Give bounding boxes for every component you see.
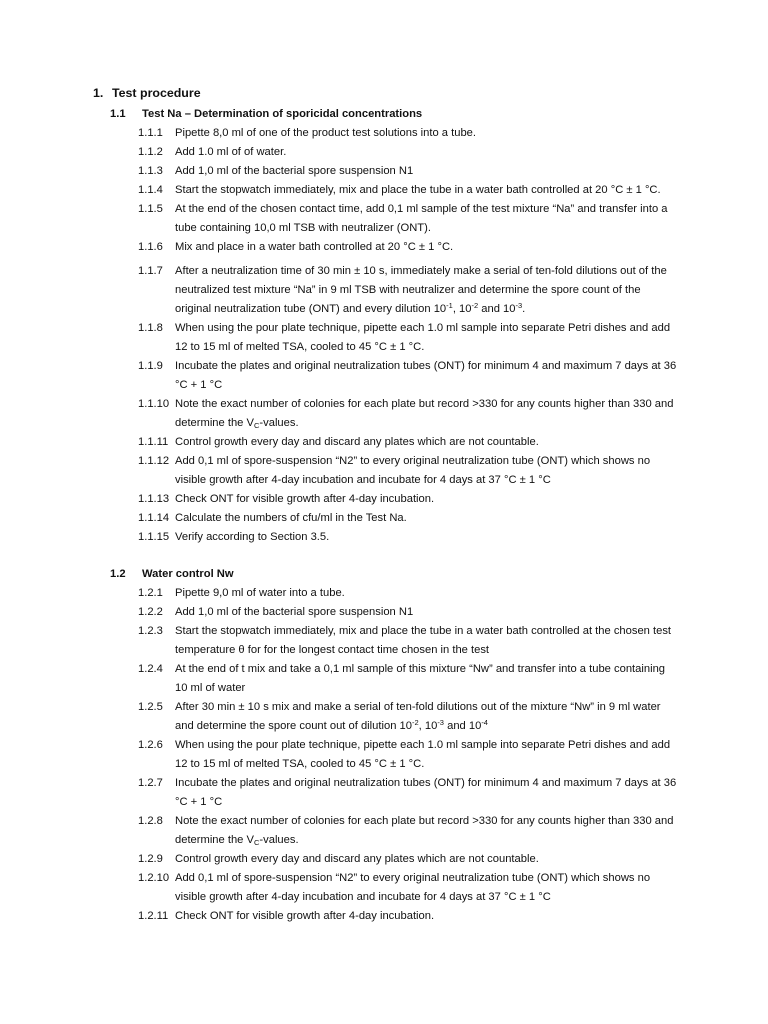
list-item	[138, 698, 678, 736]
step-number: 1.2.2	[138, 606, 163, 618]
section-number: 1.	[93, 86, 104, 100]
list-item	[138, 774, 678, 812]
step-number: 1.1.3	[138, 165, 163, 177]
subsection-title: Water control Nw	[142, 568, 234, 580]
step-number: 1.2.5	[138, 701, 163, 713]
step-text: At the end of t mix and take a 0,1 ml sample of this mixture “Nw” and transfer into a tube containing 10 ml of water	[175, 663, 666, 694]
procedure-list-1-1	[138, 124, 678, 547]
list-item	[138, 528, 678, 547]
list-item	[138, 319, 678, 357]
step-text: When using the pour plate technique, pipette each 1.0 ml sample into separate Petri dishes and add 12 to 15 ml of melted TSA, cooled to 45 °C ± 1 °C.	[175, 739, 671, 770]
section-heading	[93, 84, 201, 103]
list-item	[138, 143, 678, 162]
list-item	[138, 181, 678, 200]
list-item	[138, 603, 678, 622]
list-item	[138, 907, 678, 926]
step-text: Start the stopwatch immediately, mix and place the tube in a water bath controlled at the chosen test temperature θ for for the longest contact time chosen in the test	[175, 625, 672, 656]
list-item	[138, 357, 678, 395]
subsection-heading-1-1	[110, 105, 422, 124]
list-item	[138, 509, 678, 528]
step-number: 1.1.8	[138, 322, 163, 334]
list-item	[138, 452, 678, 490]
step-number: 1.1.2	[138, 146, 163, 158]
subsection-heading-1-2	[110, 565, 234, 584]
procedure-list-1-2	[138, 584, 678, 926]
step-number: 1.1.12	[138, 455, 170, 467]
step-text: Add 1,0 ml of the bacterial spore suspension N1	[175, 606, 414, 618]
step-number: 1.2.6	[138, 739, 163, 751]
subsection-number: 1.2	[110, 568, 126, 580]
step-number: 1.1.10	[138, 398, 170, 410]
step-number: 1.1.11	[138, 436, 169, 448]
list-item	[138, 736, 678, 774]
step-text: Incubate the plates and original neutralization tubes (ONT) for minimum 4 and maximum 7 days at 36 °C + 1 °C	[175, 777, 677, 808]
list-item	[138, 622, 678, 660]
list-item	[138, 200, 678, 238]
step-number: 1.1.7	[138, 265, 163, 277]
step-text: Add 1.0 ml of of water.	[175, 146, 287, 158]
section-title: Test procedure	[112, 86, 201, 100]
step-number: 1.1.4	[138, 184, 163, 196]
step-text: Add 1,0 ml of the bacterial spore suspension N1	[175, 165, 414, 177]
step-number: 1.1.5	[138, 203, 163, 215]
step-text: Control growth every day and discard any plates which are not countable.	[175, 436, 539, 448]
step-text: Note the exact number of colonies for each plate but record >330 for any counts higher than 330 and determine the $V_C$-values.	[175, 398, 674, 430]
step-text: Verify according to Section 3.5.	[175, 531, 330, 543]
list-item	[138, 124, 678, 143]
subsection-title: Test Na – Determination of sporicidal concentrations	[142, 108, 423, 120]
step-number: 1.1.9	[138, 360, 163, 372]
list-item	[138, 162, 678, 181]
step-text: Mix and place in a water bath controlled at 20 °C ± 1 °C.	[175, 241, 454, 253]
step-number: 1.2.1	[138, 587, 163, 599]
step-number: 1.2.4	[138, 663, 163, 675]
list-item	[138, 395, 678, 433]
step-number: 1.1.1	[138, 127, 163, 139]
list-item	[138, 433, 678, 452]
step-number: 1.2.3	[138, 625, 163, 637]
list-item	[138, 660, 678, 698]
step-text: Add 0,1 ml of spore-suspension “N2” to every original neutralization tube (ONT) which shows no visible growth after 4-day incubation and incubate for 4 days at 37 °C ± 1 °C	[175, 455, 651, 486]
list-item	[138, 850, 678, 869]
list-item	[138, 490, 678, 509]
step-number: 1.2.11	[138, 910, 169, 922]
step-number: 1.2.7	[138, 777, 163, 789]
step-number: 1.1.6	[138, 241, 163, 253]
step-text: Note the exact number of colonies for each plate but record >330 for any counts higher than 330 and determine the $V_C$-values.	[175, 815, 674, 847]
step-text: Check ONT for visible growth after 4-day incubation.	[175, 910, 435, 922]
step-text: When using the pour plate technique, pipette each 1.0 ml sample into separate Petri dishes and add 12 to 15 ml of melted TSA, cooled to 45 °C ± 1 °C.	[175, 322, 671, 353]
list-item	[138, 238, 678, 257]
list-item	[138, 812, 678, 850]
subsection-number: 1.1	[110, 108, 126, 120]
list-item	[138, 262, 678, 319]
step-number: 1.1.14	[138, 512, 170, 524]
step-text: Pipette 8,0 ml of one of the product test solutions into a tube.	[175, 127, 477, 139]
step-text: Check ONT for visible growth after 4-day incubation.	[175, 493, 435, 505]
step-number: 1.1.15	[138, 531, 170, 543]
step-text: At the end of the chosen contact time, add 0,1 ml sample of the test mixture “Na” and transfer into a tube containing 10,0 ml TSB with neutralizer (ONT).	[175, 203, 668, 234]
step-number: 1.1.13	[138, 493, 170, 505]
step-text: After 30 min ± 10 s mix and make a serial of ten-fold dilutions out of the mixture “Nw” in 9 ml water and determine the spore count out of dilution $10^{-2}$, $10^{-3}$ and $10^{-4}$	[175, 701, 661, 732]
step-text: Incubate the plates and original neutralization tubes (ONT) for minimum 4 and maximum 7 days at 36 °C + 1 °C	[175, 360, 677, 391]
step-number: 1.2.10	[138, 872, 170, 884]
step-text: Calculate the numbers of cfu/ml in the Test Na.	[175, 512, 407, 524]
step-number: 1.2.9	[138, 853, 163, 865]
step-text: Pipette 9,0 ml of water into a tube.	[175, 587, 345, 599]
step-text: Add 0,1 ml of spore-suspension “N2” to every original neutralization tube (ONT) which shows no visible growth after 4-day incubation and incubate for 4 days at 37 °C ± 1 °C	[175, 872, 651, 903]
step-text: After a neutralization time of 30 min ± 10 s, immediately make a serial of ten-fold dilutions out of the neutralized test mixture “Na” in 9 ml TSB with neutralizer and determine the spore count of the original neutralization tube (ONT) and every dilution $10^{-1}$, $10^{-2}$ and $10^{-3}$.	[175, 265, 667, 315]
step-text: Control growth every day and discard any plates which are not countable.	[175, 853, 539, 865]
step-text: Start the stopwatch immediately, mix and place the tube in a water bath controlled at 20 °C ± 1 °C.	[175, 184, 661, 196]
list-item	[138, 584, 678, 603]
list-item	[138, 869, 678, 907]
step-number: 1.2.8	[138, 815, 163, 827]
